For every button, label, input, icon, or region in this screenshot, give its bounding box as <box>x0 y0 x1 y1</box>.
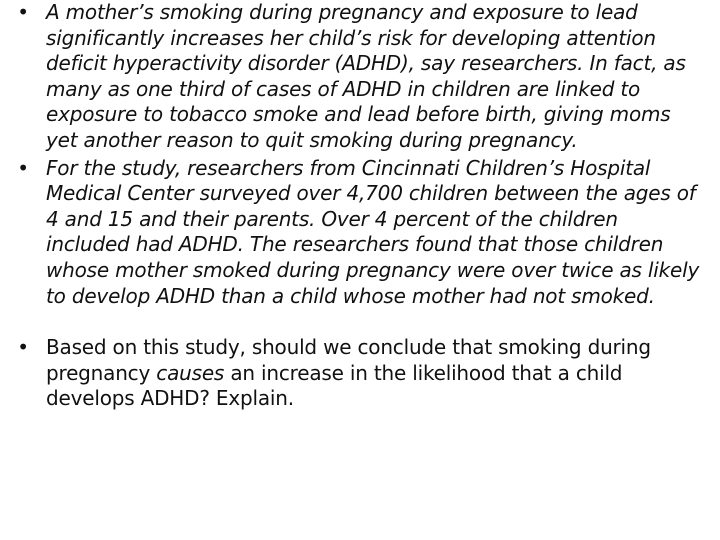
question-text-before: Based on this study, should we conclude that smoking during pregnancy <box>46 335 651 385</box>
question-emphasis: causes <box>156 360 225 385</box>
bullet-icon: • <box>17 155 29 180</box>
bullet-item-study <box>14 156 704 310</box>
question-text-after: an increase in the likelihood that a child develops ADHD? Explain. <box>46 360 623 411</box>
bullet-list <box>14 0 704 412</box>
bullet-text: For the study, researchers from Cincinnati Children’s Hospital Medical Center surveyed over 4,700 children between the ages of 4 and 15 and their parents. Over 4 percent of the children included had ADHD. The researchers found that those children whose mother smoked during pregnancy were over twice as likely to develop ADHD than a child whose mother had not smoked. <box>46 155 700 308</box>
bullet-text: A mother’s smoking during pregnancy and exposure to lead significantly increases her child’s risk for developing attention deficit hyperactivity disorder (ADHD), say researchers. In fact, as many as one third of cases of ADHD in children are linked to exposure to tobacco smoke and lead before birth, giving moms yet another reason to quit smoking during pregnancy. <box>46 0 686 152</box>
bullet-item-question <box>14 335 704 412</box>
bullet-icon: • <box>17 335 29 360</box>
bullet-item-smoking-lead <box>14 0 704 154</box>
question-text <box>46 335 651 410</box>
bullet-icon: • <box>17 0 29 24</box>
